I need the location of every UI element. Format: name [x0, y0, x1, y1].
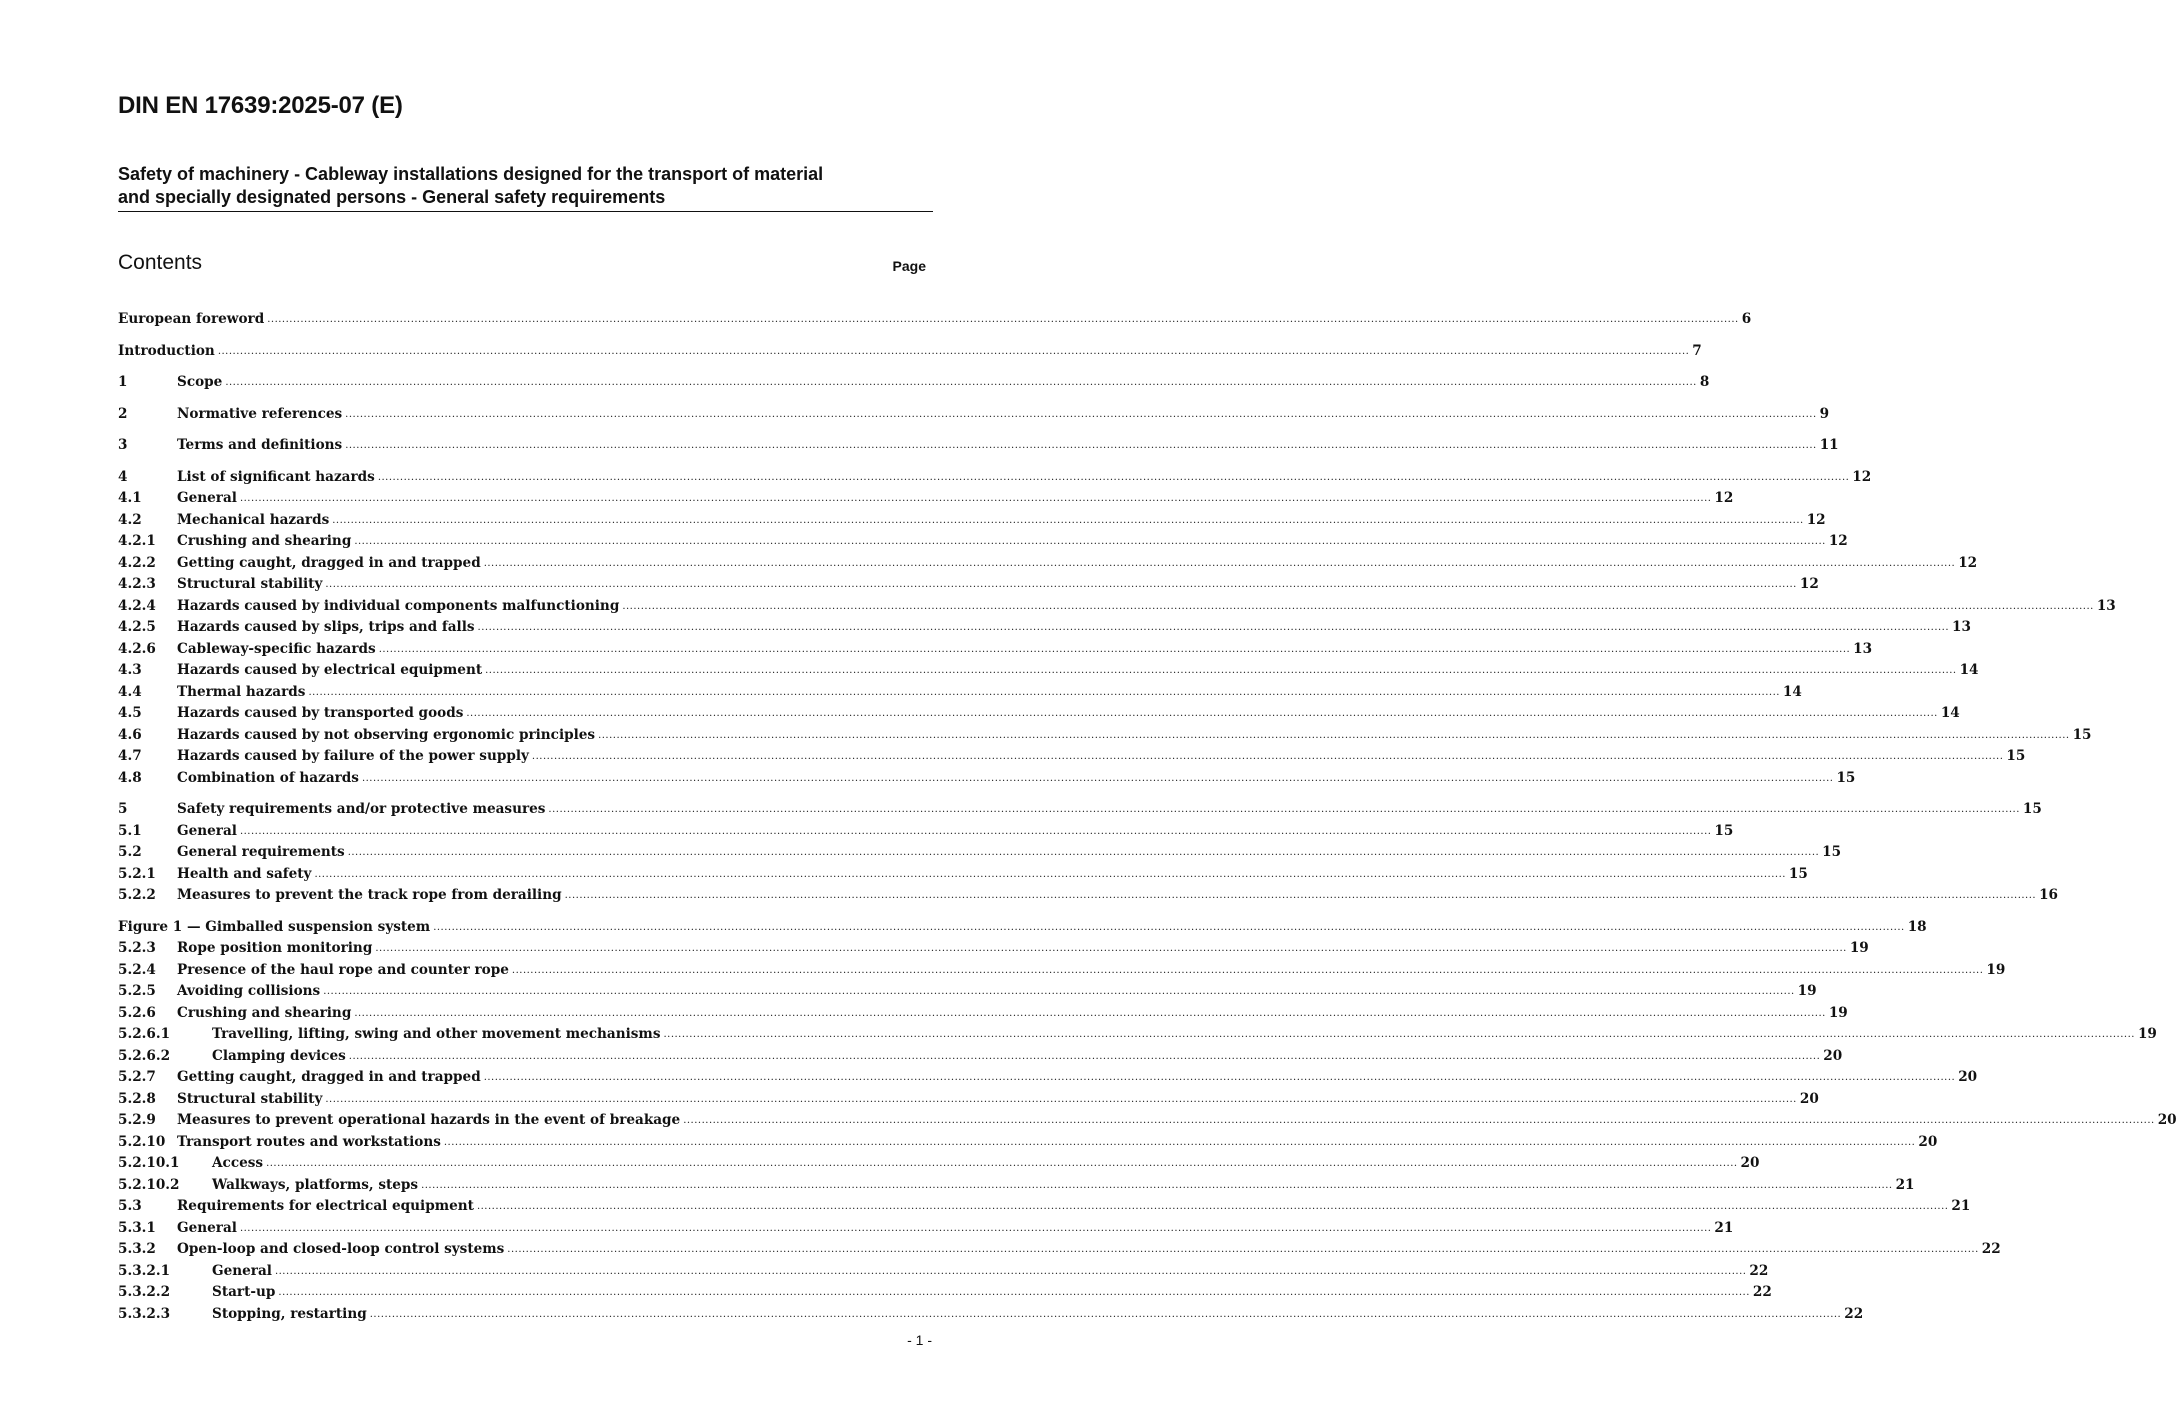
toc-entry-number: 5.1 — [118, 822, 142, 839]
toc-entry-title: Mechanical hazards — [177, 511, 330, 528]
toc-entry-number: 5.2.6.2 — [118, 1047, 171, 1064]
toc-entry-title: European foreword — [118, 311, 265, 327]
toc-leader-dots: ................................................................................................................................................................................................................................................................................................................................................................................................................ — [325, 579, 1797, 590]
toc-entry[interactable] — [118, 372, 1710, 394]
toc-leader-dots: ................................................................................................................................................................................................................................................................................................................................................................................................................ — [443, 1136, 1916, 1148]
toc-entry[interactable] — [118, 639, 1873, 661]
toc-entry[interactable] — [118, 1024, 2157, 1046]
toc-entry-title: General — [177, 1219, 237, 1236]
toc-entry-page: 15 — [2022, 801, 2042, 817]
toc-entry-number: 4.1 — [118, 490, 142, 506]
toc-leader-dots: ................................................................................................................................................................................................................................................................................................................................................................................................................ — [347, 847, 1820, 858]
toc-entry[interactable] — [118, 864, 1808, 886]
toc-entry[interactable] — [118, 1003, 1848, 1025]
toc-entry-title: Health and safety — [177, 865, 312, 882]
toc-leader-dots: ................................................................................................................................................................................................................................................................................................................................................................................................................ — [325, 1093, 1797, 1105]
toc-entry-page: 14 — [1940, 705, 1960, 721]
toc-entry-title: Hazards caused by not observing ergonomic principles — [177, 726, 596, 743]
toc-entry-number: 5.2.4 — [118, 961, 156, 978]
toc-leader-dots: ................................................................................................................................................................................................................................................................................................................................................................................................................ — [314, 868, 1786, 880]
toc-leader-dots: ................................................................................................................................................................................................................................................................................................................................................................................................................ — [622, 600, 2094, 612]
toc-entry[interactable] — [118, 488, 1734, 510]
toc-leader-dots: ................................................................................................................................................................................................................................................................................................................................................................................................................ — [267, 314, 1739, 325]
toc-leader-dots: ................................................................................................................................................................................................................................................................................................................................................................................................................ — [485, 665, 1957, 676]
toc-entry[interactable] — [118, 842, 1842, 864]
toc-entry-number: 5.2.1 — [118, 865, 156, 882]
toc-entry-title: List of significant hazards — [177, 468, 375, 485]
toc-entry[interactable] — [118, 1132, 1938, 1154]
toc-entry[interactable] — [118, 1153, 1760, 1175]
toc-leader-dots: ................................................................................................................................................................................................................................................................................................................................................................................................................ — [278, 1287, 1750, 1298]
toc-leader-dots: ................................................................................................................................................................................................................................................................................................................................................................................................................ — [332, 514, 1804, 526]
toc-entry-number: 5.3 — [118, 1198, 142, 1214]
toc-leader-dots: ................................................................................................................................................................................................................................................................................................................................................................................................................ — [217, 345, 1690, 357]
toc-entry[interactable] — [118, 960, 2006, 982]
toc-entry-page: 20 — [1823, 1047, 1843, 1064]
toc-entry[interactable] — [118, 553, 1978, 575]
subtitle-line-1: Safety of machinery - Cableway installations designed for the transport of material — [118, 164, 824, 184]
toc-entry-page: 22 — [1844, 1305, 1864, 1322]
toc-entry-number: 4.2.6 — [118, 640, 156, 657]
toc-entry-title: Structural stability — [177, 576, 323, 592]
toc-entry[interactable] — [118, 1067, 1978, 1089]
toc-entry-number: 4.7 — [118, 748, 142, 764]
toc-entry-number: 5.3.2 — [118, 1241, 156, 1257]
toc-entry[interactable] — [118, 660, 1979, 682]
toc-entry-page: 15 — [1788, 865, 1808, 882]
toc-entry-page: 21 — [1951, 1198, 1971, 1214]
toc-entry-title: General requirements — [177, 844, 345, 860]
toc-entry-page: 13 — [2096, 597, 2116, 614]
toc-entry-title: Introduction — [118, 342, 215, 359]
toc-entry-title: General — [177, 490, 237, 506]
toc-entry[interactable] — [118, 1089, 1819, 1111]
toc-entry-number: 5.2.5 — [118, 983, 156, 999]
toc-leader-dots: ................................................................................................................................................................................................................................................................................................................................................................................................................ — [598, 729, 2070, 741]
toc-entry-title: Getting caught, dragged in and trapped — [177, 554, 481, 571]
toc-entry-page: 14 — [1782, 683, 1802, 700]
toc-leader-dots: ................................................................................................................................................................................................................................................................................................................................................................................................................ — [483, 1072, 1956, 1083]
toc-leader-dots: ................................................................................................................................................................................................................................................................................................................................................................................................................ — [477, 622, 1950, 633]
toc-entry-number: 5.2.7 — [118, 1069, 156, 1085]
toc-entry-page: 19 — [1986, 961, 2006, 978]
document-title: DIN EN 17639:2025-07 (E) — [118, 92, 403, 119]
toc-entry[interactable] — [118, 404, 1830, 426]
toc-entry-page: 6 — [1741, 311, 1752, 327]
toc-leader-dots: ................................................................................................................................................................................................................................................................................................................................................................................................................ — [274, 1265, 1747, 1277]
toc-entry-number: 4.3 — [118, 662, 142, 678]
page-number-footer: - 1 - — [907, 1332, 932, 1348]
toc-leader-dots: ................................................................................................................................................................................................................................................................................................................................................................................................................ — [378, 643, 1851, 655]
toc-leader-dots: ................................................................................................................................................................................................................................................................................................................................................................................................................ — [308, 686, 1780, 698]
toc-entry-number: 4.2 — [118, 511, 142, 528]
toc-entry-page: 15 — [2006, 748, 2026, 764]
toc-entry[interactable] — [118, 981, 1817, 1003]
toc-entry[interactable] — [118, 885, 2059, 907]
toc-leader-dots: ................................................................................................................................................................................................................................................................................................................................................................................................................ — [433, 921, 1905, 933]
toc-entry-title: Getting caught, dragged in and trapped — [177, 1069, 481, 1085]
toc-leader-dots: ................................................................................................................................................................................................................................................................................................................................................................................................................ — [564, 890, 2037, 901]
toc-leader-dots: ................................................................................................................................................................................................................................................................................................................................................................................................................ — [683, 1115, 2155, 1126]
toc-entry-page: 20 — [1918, 1133, 1938, 1150]
toc-leader-dots: ................................................................................................................................................................................................................................................................................................................................................................................................................ — [511, 964, 1984, 976]
toc-entry-number: 5.2.3 — [118, 940, 156, 956]
toc-entry-number: 5.2.10.1 — [118, 1155, 180, 1171]
toc-entry-number: 5.3.2.3 — [118, 1305, 171, 1322]
toc-leader-dots: ................................................................................................................................................................................................................................................................................................................................................................................................................ — [239, 825, 1712, 837]
toc-entry-title: Structural stability — [177, 1090, 323, 1107]
toc-entry-number: 4.2.4 — [118, 597, 156, 614]
toc-entry-title: Requirements for electrical equipment — [177, 1198, 474, 1214]
table-of-contents — [118, 309, 2177, 1325]
toc-leader-dots: ................................................................................................................................................................................................................................................................................................................................................................................................................ — [531, 751, 2004, 762]
toc-entry-title: Presence of the haul rope and counter rope — [177, 961, 509, 978]
toc-entry-page: 11 — [1819, 437, 1839, 453]
toc-entry-number: 4.5 — [118, 705, 142, 721]
toc-entry[interactable] — [118, 1304, 1864, 1326]
subtitle-line-2: and specially designated persons - General safety requirements — [118, 187, 666, 207]
toc-entry[interactable] — [118, 1175, 1915, 1197]
toc-entry-title: Terms and definitions — [177, 437, 343, 453]
toc-leader-dots: ................................................................................................................................................................................................................................................................................................................................................................................................................ — [239, 1222, 1712, 1234]
toc-entry-title: Stopping, restarting — [212, 1305, 367, 1322]
toc-leader-dots: ................................................................................................................................................................................................................................................................................................................................................................................................................ — [225, 377, 1697, 388]
toc-leader-dots: ................................................................................................................................................................................................................................................................................................................................................................................................................ — [466, 708, 1938, 719]
toc-entry-page: 15 — [2072, 726, 2092, 743]
toc-entry-page: 18 — [1907, 918, 1927, 935]
toc-entry-title: Avoiding collisions — [177, 983, 321, 999]
toc-entry[interactable] — [118, 1046, 1843, 1068]
document-subtitle — [118, 163, 933, 212]
toc-entry-title: Measures to prevent the track rope from derailing — [177, 887, 562, 903]
toc-leader-dots: ................................................................................................................................................................................................................................................................................................................................................................................................................ — [361, 772, 1834, 784]
toc-entry-number: 5 — [118, 801, 128, 817]
toc-entry-page: 19 — [2137, 1026, 2157, 1042]
toc-entry[interactable] — [118, 682, 1802, 704]
toc-entry-number: 5.2.6 — [118, 1004, 156, 1021]
toc-entry[interactable] — [118, 596, 2116, 618]
toc-entry[interactable] — [118, 938, 1869, 960]
toc-entry-number: 5.3.2.2 — [118, 1284, 171, 1300]
toc-entry-page: 7 — [1692, 342, 1702, 359]
toc-leader-dots: ................................................................................................................................................................................................................................................................................................................................................................................................................ — [377, 471, 1850, 483]
toc-entry-title: Open-loop and closed-loop control systems — [177, 1241, 505, 1257]
toc-entry-number: 5.3.2.1 — [118, 1262, 171, 1279]
toc-leader-dots: ................................................................................................................................................................................................................................................................................................................................................................................................................ — [476, 1201, 1949, 1212]
toc-entry-page: 21 — [1895, 1176, 1915, 1193]
toc-entry-number: 4.2.3 — [118, 576, 156, 592]
toc-leader-dots: ................................................................................................................................................................................................................................................................................................................................................................................................................ — [354, 1007, 1826, 1019]
toc-leader-dots: ................................................................................................................................................................................................................................................................................................................................................................................................................ — [369, 1308, 1842, 1320]
toc-entry-title: Walkways, platforms, steps — [212, 1176, 419, 1193]
toc-entry[interactable] — [118, 1239, 2001, 1261]
page-column-heading: Page — [892, 258, 926, 274]
toc-entry-title: Combination of hazards — [177, 769, 359, 786]
toc-entry-number: 5.2.10 — [118, 1133, 166, 1150]
toc-entry-page: 15 — [1822, 844, 1842, 860]
toc-entry[interactable] — [118, 799, 2042, 821]
toc-leader-dots: ................................................................................................................................................................................................................................................................................................................................................................................................................ — [345, 440, 1817, 451]
toc-entry-page: 20 — [1740, 1155, 1760, 1171]
toc-entry-number: 5.2.9 — [118, 1112, 156, 1128]
toc-entry[interactable] — [118, 917, 1927, 939]
toc-entry-page: 22 — [1749, 1262, 1769, 1279]
toc-entry-title: Cableway-specific hazards — [177, 640, 376, 657]
toc-entry-number: 4.2.2 — [118, 554, 156, 571]
toc-entry-page: 14 — [1959, 662, 1979, 678]
toc-entry-number: 4 — [118, 468, 128, 485]
contents-heading: Contents — [118, 251, 203, 274]
toc-entry-title: Rope position monitoring — [177, 940, 373, 956]
toc-entry-title: Figure 1 — Gimballed suspension system — [118, 918, 431, 935]
toc-entry-page: 20 — [1958, 1069, 1978, 1085]
toc-entry-title: Crushing and shearing — [177, 1004, 352, 1021]
toc-entry[interactable] — [118, 725, 2092, 747]
toc-entry-number: 3 — [118, 437, 128, 453]
toc-entry-number: 4.4 — [118, 683, 142, 700]
toc-entry-number: 4.6 — [118, 726, 142, 743]
toc-entry-page: 16 — [2039, 887, 2059, 903]
toc-entry[interactable] — [118, 821, 1734, 843]
toc-entry-title: General — [177, 822, 237, 839]
toc-entry-title: Hazards caused by individual components malfunctioning — [177, 597, 620, 614]
toc-leader-dots: ................................................................................................................................................................................................................................................................................................................................................................................................................ — [239, 493, 1712, 504]
toc-leader-dots: ................................................................................................................................................................................................................................................................................................................................................................................................................ — [354, 536, 1826, 547]
toc-entry-title: Normative references — [177, 405, 343, 422]
toc-entry-page: 22 — [1752, 1284, 1772, 1300]
toc-leader-dots: ................................................................................................................................................................................................................................................................................................................................................................................................................ — [548, 804, 2020, 815]
toc-entry[interactable] — [118, 1110, 2177, 1132]
toc-entry-page: 19 — [1828, 1004, 1848, 1021]
toc-entry[interactable] — [118, 510, 1826, 532]
toc-entry[interactable] — [118, 768, 1856, 790]
toc-entry-number: 2 — [118, 405, 128, 422]
toc-entry-title: Access — [212, 1155, 264, 1171]
toc-entry-number: 5.3.1 — [118, 1219, 156, 1236]
toc-entry-title: Safety requirements and/or protective measures — [177, 801, 546, 817]
toc-entry-number: 5.2 — [118, 844, 142, 860]
toc-entry-page: 15 — [1714, 822, 1734, 839]
toc-entry-number: 4.2.1 — [118, 533, 156, 549]
toc-entry-title: Travelling, lifting, swing and other movement mechanisms — [212, 1026, 661, 1042]
toc-entry-page: 12 — [1799, 576, 1819, 592]
toc-leader-dots: ................................................................................................................................................................................................................................................................................................................................................................................................................ — [375, 943, 1847, 954]
toc-entry-page: 20 — [1799, 1090, 1819, 1107]
toc-leader-dots: ................................................................................................................................................................................................................................................................................................................................................................................................................ — [266, 1158, 1738, 1169]
toc-entry[interactable] — [118, 617, 1971, 639]
toc-entry[interactable] — [118, 1196, 1971, 1218]
toc-leader-dots: ................................................................................................................................................................................................................................................................................................................................................................................................................ — [421, 1179, 1893, 1191]
toc-entry-number: 4.2.5 — [118, 619, 156, 635]
toc-entry-title: Thermal hazards — [177, 683, 306, 700]
toc-leader-dots: ................................................................................................................................................................................................................................................................................................................................................................................................................ — [483, 557, 1956, 569]
toc-entry-page: 12 — [1852, 468, 1872, 485]
toc-entry-page: 9 — [1819, 405, 1830, 422]
toc-entry-page: 8 — [1699, 374, 1710, 390]
toc-entry-number: 5.2.6.1 — [118, 1026, 171, 1042]
toc-entry-number: 5.2.10.2 — [118, 1176, 180, 1193]
toc-entry[interactable] — [118, 1282, 1772, 1304]
toc-entry-number: 1 — [118, 374, 128, 390]
toc-entry-page: 12 — [1714, 490, 1734, 506]
toc-leader-dots: ................................................................................................................................................................................................................................................................................................................................................................................................................ — [348, 1050, 1821, 1062]
toc-entry[interactable] — [118, 309, 1752, 331]
toc-entry[interactable] — [118, 435, 1839, 457]
toc-entry-title: Hazards caused by slips, trips and falls — [177, 619, 475, 635]
toc-entry-title: Hazards caused by failure of the power supply — [177, 748, 529, 764]
toc-entry-page: 19 — [1849, 940, 1869, 956]
toc-entry[interactable] — [118, 531, 1848, 553]
toc-entry-page: 13 — [1952, 619, 1971, 635]
toc-entry-title: Scope — [177, 374, 223, 390]
toc-entry-page: 12 — [1828, 533, 1848, 549]
toc-entry-number: 4.8 — [118, 769, 142, 786]
toc-leader-dots: ................................................................................................................................................................................................................................................................................................................................................................................................................ — [663, 1029, 2135, 1040]
toc-entry-title: Hazards caused by transported goods — [177, 705, 464, 721]
toc-entry-number: 5.2.2 — [118, 887, 156, 903]
toc-entry-title: Measures to prevent operational hazards in the event of breakage — [177, 1112, 681, 1128]
toc-entry-title: Crushing and shearing — [177, 533, 352, 549]
toc-entry-page: 22 — [1981, 1241, 2001, 1257]
toc-entry[interactable] — [118, 341, 1702, 363]
toc-entry-title: General — [212, 1262, 272, 1279]
toc-entry[interactable] — [118, 703, 1960, 725]
toc-entry[interactable] — [118, 1261, 1769, 1283]
toc-leader-dots: ................................................................................................................................................................................................................................................................................................................................................................................................................ — [323, 986, 1795, 997]
toc-entry-number: 5.2.8 — [118, 1090, 156, 1107]
toc-entry[interactable] — [118, 746, 2026, 768]
toc-entry-title: Hazards caused by electrical equipment — [177, 662, 483, 678]
toc-entry-page: 15 — [1836, 769, 1856, 786]
toc-entry-page: 13 — [1853, 640, 1873, 657]
toc-entry-page: 20 — [2157, 1112, 2177, 1128]
toc-leader-dots: ................................................................................................................................................................................................................................................................................................................................................................................................................ — [345, 408, 1817, 420]
toc-entry[interactable] — [118, 467, 1872, 489]
toc-entry-title: Clamping devices — [212, 1047, 346, 1064]
toc-entry-page: 19 — [1797, 983, 1817, 999]
toc-entry[interactable] — [118, 574, 1819, 596]
toc-entry-page: 12 — [1806, 511, 1826, 528]
toc-entry-title: Transport routes and workstations — [177, 1133, 441, 1150]
toc-entry-page: 21 — [1714, 1219, 1734, 1236]
toc-entry-title: Start-up — [212, 1284, 276, 1300]
toc-leader-dots: ................................................................................................................................................................................................................................................................................................................................................................................................................ — [507, 1244, 1979, 1255]
toc-entry[interactable] — [118, 1218, 1734, 1240]
toc-entry-page: 12 — [1958, 554, 1978, 571]
